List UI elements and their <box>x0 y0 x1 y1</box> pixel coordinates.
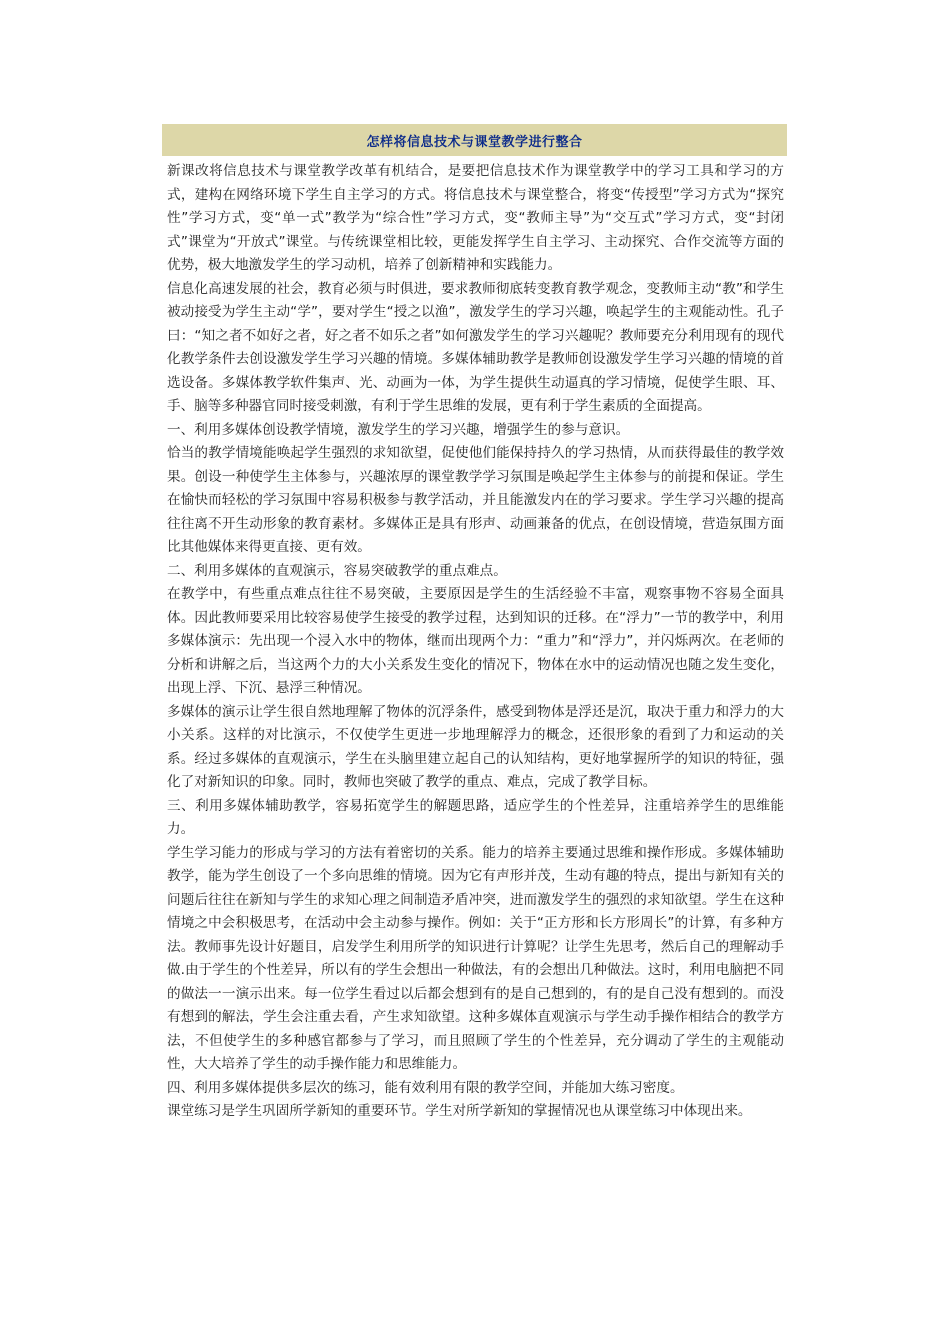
section-heading-3: 三、利用多媒体辅助教学，容易拓宽学生的解题思路，适应学生的个性差异，注重培养学生的思维能力。 <box>167 797 784 837</box>
section-heading-4: 四、利用多媒体提供多层次的练习，能有效利用有限的教学空间，并能加大练习密度。 <box>167 1079 684 1096</box>
document-title: 怎样将信息技术与课堂教学进行整合 <box>366 134 583 150</box>
paragraph-background: 信息化高速发展的社会，教育必须与时俱进，要求教师彻底转变教育教学观念，变教师主动“教”和学生被动接受为学生主动“学”，要对学生“授之以渔”，激发学生的学习兴趣，唤起学生的主观能动性。孔子曰：“知之者不如好之者，好之者不如乐之者”如何激发学生的学习兴趣呢？教师要充分利用现有的现代化教学条件去创设激发学生学习兴趣的情境。多媒体辅助教学是教师创设激发学生学习兴趣的情境的首选设备。多媒体教学软件集声、光、动画为一体，为学生提供生动逼真的学习情境，促使学生眼、耳、手、脑等多种器官同时接受刺激，有利于学生思维的发展，更有利于学生素质的全面提高。 <box>167 280 784 414</box>
article-body <box>167 160 784 1124</box>
paragraph-section-2b: 多媒体的演示让学生很自然地理解了物体的沉浮条件，感受到物体是浮还是沉，取决于重力和浮力的大小关系。这样的对比演示，不仅使学生更进一步地理解浮力的概念，还很形象的看到了力和运动的关系。经过多媒体的直观演示，学生在头脑里建立起自己的认知结构，更好地掌握所学的知识的特征，强化了对新知识的印象。同时，教师也突破了教学的重点、难点，完成了教学目标。 <box>167 703 784 790</box>
paragraph-section-3: 学生学习能力的形成与学习的方法有着密切的关系。能力的培养主要通过思维和操作形成。多媒体辅助教学，能为学生创设了一个多向思维的情境。因为它有声形并茂，生动有趣的特点，提出与新知有关的问题后往往在新知与学生的求知心理之间制造矛盾冲突，进而激发学生的强烈的求知欲望。学生在这种情境之中会积极思考，在活动中会主动参与操作。例如：关于“正方形和长方形周长”的计算，有多种方法。教师事先设计好题目，启发学生利用所学的知识进行计算呢？让学生先思考，然后自己的理解动手做.由于学生的个性差异，所以有的学生会想出一种做法，有的会想出几种做法。这时，利用电脑把不同的做法一一演示出来。每一位学生看过以后都会想到有的是自己想到的，有的是自己没有想到的。而没有想到的解法，学生会注重去看，产生求知欲望。这种多媒体直观演示与学生动手操作相结合的教学方法，不但使学生的多种感官都参与了学习，而且照顾了学生的个性差异，充分调动了学生的主观能动性，大大培养了学生的动手操作能力和思维能力。 <box>167 844 784 1072</box>
title-banner <box>162 124 787 156</box>
section-heading-1: 一、利用多媒体创设教学情境，激发学生的学习兴趣，增强学生的参与意识。 <box>167 421 630 438</box>
section-heading-2: 二、利用多媒体的直观演示，容易突破教学的重点难点。 <box>167 562 507 579</box>
paragraph-intro: 新课改将信息技术与课堂教学改革有机结合，是要把信息技术作为课堂教学中的学习工具和学习的方式，建构在网络环境下学生自主学习的方式。将信息技术与课堂整合，将变“传授型”学习方式为“探究性”学习方式，变“单一式”教学为“综合性”学习方式，变“教师主导”为“交互式”学习方式，变“封闭式”课堂为“开放式”课堂。与传统课堂相比较，更能发挥学生自主学习、主动探究、合作交流等方面的优势，极大地激发学生的学习动机，培养了创新精神和实践能力。 <box>167 163 784 273</box>
paragraph-section-4: 课堂练习是学生巩固所学新知的重要环节。学生对所学新知的掌握情况也从课堂练习中体现出来。 <box>167 1103 752 1119</box>
paragraph-section-1: 恰当的教学情境能唤起学生强烈的求知欲望，促使他们能保持持久的学习热情，从而获得最佳的教学效果。创设一种使学生主体参与，兴趣浓厚的课堂教学学习氛围是唤起学生主体参与的前提和保证。学生在愉快而轻松的学习氛围中容易积极参与教学活动，并且能激发内在的学习要求。学生学习兴趣的提高往往离不开生动形象的教育素材。多媒体正是具有形声、动画兼备的优点，在创设情境，营造氛围方面比其他媒体来得更直接、更有效。 <box>167 445 784 555</box>
paragraph-section-2a: 在教学中，有些重点难点往往不易突破，主要原因是学生的生活经验不丰富，观察事物不容易全面具体。因此教师要采用比较容易使学生接受的教学过程，达到知识的迁移。在“浮力”一节的教学中，利用多媒体演示：先出现一个浸入水中的物体，继而出现两个力：“重力”和“浮力”，并闪烁两次。在老师的分析和讲解之后，当这两个力的大小关系发生变化的情况下，物体在水中的运动情况也随之发生变化，出现上浮、下沉、悬浮三种情况。 <box>167 586 784 696</box>
